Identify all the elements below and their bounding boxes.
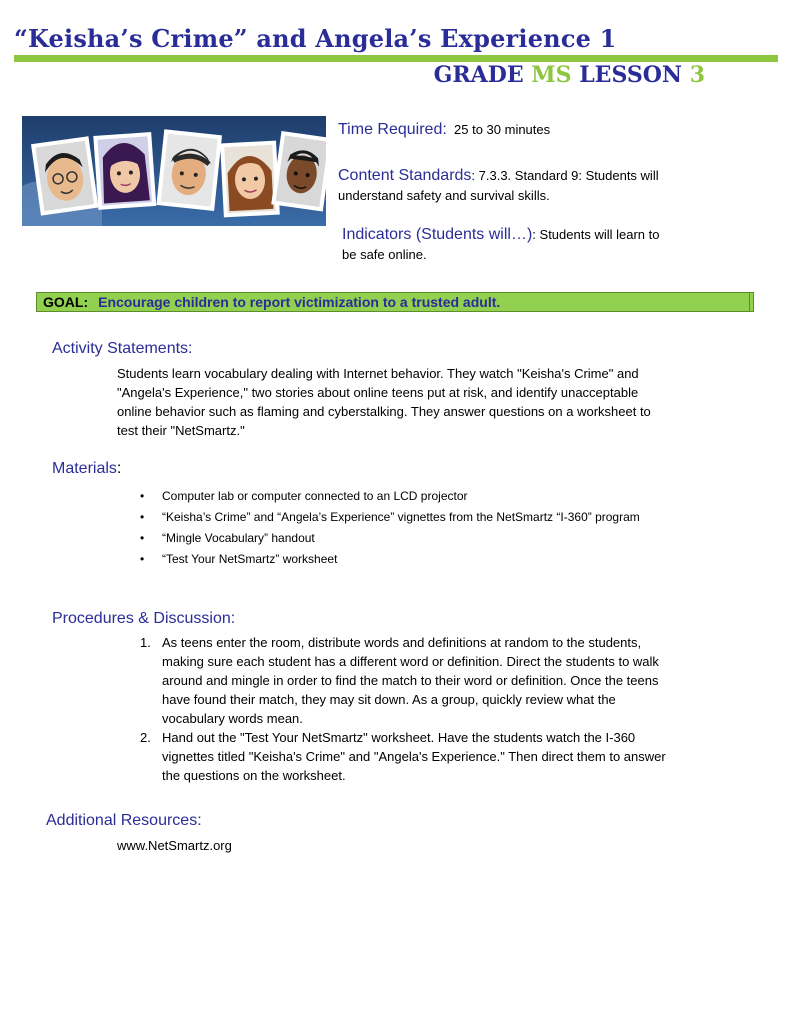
- additional-resources-heading: Additional Resources:: [46, 812, 202, 829]
- lesson-number: 3: [689, 62, 705, 88]
- step-number: 1.: [140, 635, 151, 650]
- step-text: As teens enter the room, distribute words and definitions at random to the students, making sure each student has a different word or definition. Direct the students to walk around and mingle in order to find the match to their word or definition. Once the teens have found their match, they may sit down. As a group, quickly review what the vocabulary words mean.: [162, 635, 659, 726]
- character-card-3: [156, 129, 222, 211]
- time-required-value: 25 to 30 minutes: [454, 122, 551, 137]
- content-standards: [338, 166, 668, 206]
- goal-text: Encourage children to report victimization to a trusted adult.: [98, 294, 501, 310]
- step-text: Hand out the "Test Your NetSmartz" worksheet. Have the students watch the I-360 vignettes titled "Keisha's Crime" and "Angela's Experience." Then direct them to answer the questions on the worksheet.: [162, 730, 666, 783]
- bullet-icon: •: [140, 510, 145, 524]
- activity-text: Students learn vocabulary dealing with Internet behavior. They watch "Keisha's Crime" and "Angela's Experience," two stories about online teens put at risk, and identify unacceptable online behavior such as flaming and cyberstalking. They answer questions on a worksheet to test their "NetSmartz.": [117, 366, 651, 438]
- list-item: [140, 633, 680, 728]
- list-item: [140, 728, 680, 785]
- goal-label: GOAL:: [43, 294, 89, 310]
- indicators-value: : Students will learn to be safe online.: [342, 227, 660, 262]
- materials-heading-text: Materials: [52, 460, 117, 477]
- netsmartz-characters-banner: [22, 116, 326, 226]
- time-required-label: Time Required:: [338, 121, 447, 138]
- title-rule: [14, 55, 778, 62]
- bullet-icon: •: [140, 552, 145, 566]
- content-standards-value: : 7.3.3. Standard 9: Students will understand safety and survival skills.: [338, 168, 659, 203]
- step-number: 2.: [140, 730, 151, 745]
- materials-heading: [52, 460, 121, 478]
- indicators: [338, 225, 677, 265]
- indicators-label: Indicators (Students will…): [342, 226, 533, 243]
- activity-heading: Activity Statements:: [52, 340, 193, 357]
- goal-box-edge: [749, 293, 750, 311]
- grade-lesson-line: [434, 62, 705, 88]
- time-required: [338, 120, 678, 140]
- list-item: • “Test Your NetSmartz” worksheet: [140, 549, 660, 569]
- list-item: • “Mingle Vocabulary” handout: [140, 528, 660, 548]
- materials-heading-colon: :: [116, 460, 122, 477]
- lesson-title: “Keisha’s Crime” and Angela’s Experience 1: [14, 24, 617, 53]
- character-card-2: [93, 132, 156, 210]
- goal-box: [36, 292, 754, 312]
- bullet-icon: •: [140, 489, 145, 503]
- netsmartz-link[interactable]: www.NetSmartz.org: [117, 838, 232, 853]
- procedures-heading: Procedures & Discussion:: [52, 610, 236, 627]
- grade-value: MS: [531, 62, 572, 88]
- list-item: • “Keisha’s Crime” and “Angela’s Experience” vignettes from the NetSmartz “I-360” program: [140, 507, 660, 527]
- character-card-4: [220, 141, 280, 218]
- character-card-1: [31, 136, 98, 215]
- lesson-label: LESSON: [579, 62, 683, 88]
- materials-list: [140, 486, 660, 570]
- procedures-list: [140, 633, 680, 785]
- list-item: • Computer lab or computer connected to an LCD projector: [140, 486, 660, 506]
- grade-label: GRADE: [433, 62, 524, 88]
- bullet-icon: •: [140, 531, 145, 545]
- content-standards-label: Content Standards: [338, 167, 472, 184]
